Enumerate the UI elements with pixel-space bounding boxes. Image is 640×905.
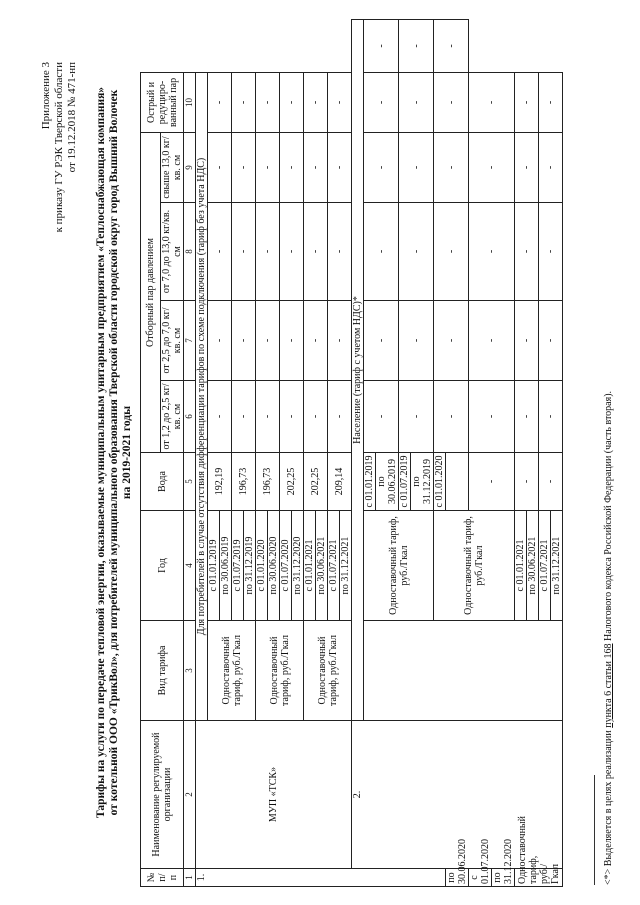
sharp-steam-value: - bbox=[469, 72, 515, 132]
tariff-type: Одноставочный тариф, руб./Гкал bbox=[256, 621, 304, 721]
steam-value: - bbox=[399, 203, 434, 301]
steam-value: - bbox=[304, 301, 328, 381]
column-number: 4 bbox=[184, 511, 196, 621]
steam-value: - bbox=[539, 132, 563, 202]
period-start: с 01.01.2019 bbox=[364, 453, 376, 511]
period-end: по 30.06.2019 bbox=[220, 511, 232, 621]
sharp-steam-value: - bbox=[280, 72, 304, 132]
column-number: 10 bbox=[184, 72, 196, 132]
steam-value: - bbox=[256, 132, 280, 202]
section-2-caption-row bbox=[352, 20, 364, 887]
steam-value: - bbox=[469, 381, 515, 453]
column-number: 2 bbox=[184, 721, 196, 869]
period-end: по 31.12.2020 bbox=[492, 869, 515, 887]
section-2-org-empty bbox=[364, 621, 563, 721]
appendix-line: от 19.12.2018 № 471-нп bbox=[66, 62, 78, 173]
steam-value: - bbox=[328, 381, 352, 453]
steam-value: - bbox=[304, 381, 328, 453]
column-number: 6 bbox=[184, 381, 196, 453]
column-number: 1 bbox=[184, 869, 196, 887]
organization-name: МУП «ТСК» bbox=[196, 721, 352, 869]
steam-value: - bbox=[434, 301, 469, 381]
header-sharp-steam: Острый и редуциро-ванный пар bbox=[141, 72, 184, 132]
steam-value: - bbox=[434, 203, 469, 301]
steam-value: - bbox=[328, 203, 352, 301]
steam-value: - bbox=[328, 132, 352, 202]
period-end: по 31.12.2021 bbox=[551, 511, 563, 621]
period-start: с 01.01.2021 bbox=[304, 511, 316, 621]
header-water: Вода bbox=[141, 453, 184, 511]
footnote-suffix: Налогового кодекса Российской Федерации (часть вторая). bbox=[603, 390, 614, 644]
document-title bbox=[95, 60, 134, 845]
water-value: - bbox=[539, 453, 563, 511]
sharp-steam-value: - bbox=[256, 72, 280, 132]
steam-value: - bbox=[515, 301, 539, 381]
water-value: 202,25 bbox=[280, 453, 304, 511]
tariff-type: Одноставочный тариф, руб./Гкал bbox=[434, 511, 515, 621]
steam-value: - bbox=[364, 301, 399, 381]
water-value: 196,73 bbox=[256, 453, 280, 511]
steam-value: - bbox=[208, 132, 232, 202]
section-2-number: 2. bbox=[352, 721, 563, 869]
steam-value: - bbox=[304, 132, 328, 202]
water-value: 202,25 bbox=[304, 453, 328, 511]
footnote-prefix: <*> Выделяется в целях реализации bbox=[603, 727, 614, 885]
steam-value: - bbox=[469, 132, 515, 202]
period-start: с 01.01.2020 bbox=[256, 511, 268, 621]
water-value: - bbox=[515, 453, 539, 511]
column-number: 7 bbox=[184, 301, 196, 381]
period-start: с 01.07.2021 bbox=[328, 511, 340, 621]
tariff-type: Одноставочный тариф, руб./Гкал bbox=[304, 621, 352, 721]
period-end: по 31.12.2019 bbox=[244, 511, 256, 621]
steam-value: - bbox=[399, 132, 434, 202]
period-end: по 30.06.2020 bbox=[268, 511, 280, 621]
header-year: Год bbox=[141, 511, 184, 621]
period-start: с 01.07.2021 bbox=[539, 511, 551, 621]
header-type: Вид тарифа bbox=[141, 621, 184, 721]
steam-value: - bbox=[280, 132, 304, 202]
water-value: 192,19 bbox=[208, 453, 232, 511]
tariff-table bbox=[140, 19, 563, 887]
header-pressure-1: от 1,2 до 2,5 кг/кв. см bbox=[161, 381, 184, 453]
steam-value: - bbox=[328, 301, 352, 381]
steam-value: - bbox=[256, 203, 280, 301]
header-org: Наименование регулируемой организации bbox=[141, 721, 184, 869]
title-line: от котельной ООО «ТрикВол», для потребителей муниципального образования Тверской области городской округ город Вышний Волочек bbox=[108, 89, 120, 816]
period-end: по 30.06.2019 bbox=[376, 453, 399, 511]
water-value: 196,73 bbox=[232, 453, 256, 511]
steam-value: - bbox=[364, 132, 399, 202]
period-start: с 01.01.2020 bbox=[434, 453, 446, 511]
tariff-type: Одноставочный тариф, руб./Гкал bbox=[364, 511, 434, 621]
steam-value: - bbox=[208, 203, 232, 301]
header-pressure-2: от 2,5 до 7,0 кг/кв. см bbox=[161, 301, 184, 381]
column-number: 3 bbox=[184, 621, 196, 721]
steam-value: - bbox=[515, 203, 539, 301]
column-number: 5 bbox=[184, 453, 196, 511]
footnote-separator bbox=[594, 775, 595, 885]
header-steam: Отборный пар давлением bbox=[141, 132, 161, 452]
header-pressure-3: от 7,0 до 13,0 кг/кв. см bbox=[161, 203, 184, 301]
tariff-type: Одноставочный тариф, руб./Гкал bbox=[208, 621, 256, 721]
steam-value: - bbox=[539, 301, 563, 381]
steam-value: - bbox=[232, 203, 256, 301]
period-end: по 30.06.2021 bbox=[316, 511, 328, 621]
section-2-caption: Население (тариф с учетом НДС)* bbox=[352, 20, 364, 721]
steam-value: - bbox=[304, 203, 328, 301]
period-start: с 01.01.2021 bbox=[515, 511, 527, 621]
column-number-row bbox=[184, 20, 196, 887]
period-start: с 01.07.2019 bbox=[232, 511, 244, 621]
steam-value: - bbox=[399, 72, 434, 132]
section-1-caption-row bbox=[196, 20, 208, 887]
header-pressure-4: свыше 13,0 кг/кв. см bbox=[161, 132, 184, 202]
water-value: - bbox=[434, 381, 469, 453]
period-start: с 01.07.2020 bbox=[280, 511, 292, 621]
steam-value: - bbox=[232, 381, 256, 453]
period-end: по 30.06.2020 bbox=[446, 869, 469, 887]
column-number: 8 bbox=[184, 203, 196, 301]
sharp-steam-value: - bbox=[399, 20, 434, 73]
steam-value: - bbox=[208, 301, 232, 381]
steam-value: - bbox=[539, 381, 563, 453]
appendix-line: к приказу ГУ РЭК Тверской области bbox=[53, 62, 65, 233]
steam-value: - bbox=[280, 203, 304, 301]
steam-value: - bbox=[232, 301, 256, 381]
period-end: по 31.12.2020 bbox=[292, 511, 304, 621]
steam-value: - bbox=[256, 301, 280, 381]
section-1-caption: Для потребителей в случае отсутствия дифференциации тарифов по схеме подключения (тариф без учета НДС) bbox=[196, 72, 208, 720]
steam-value: - bbox=[280, 381, 304, 453]
sharp-steam-value: - bbox=[208, 72, 232, 132]
steam-value: - bbox=[399, 301, 434, 381]
period-start: с 01.07.2019 bbox=[399, 453, 411, 511]
water-value: 209,14 bbox=[328, 453, 352, 511]
water-value: - bbox=[399, 381, 434, 453]
period-end: по 31.12.2019 bbox=[411, 453, 434, 511]
sharp-steam-value: - bbox=[515, 72, 539, 132]
period-start: с 01.01.2019 bbox=[208, 511, 220, 621]
period-end: по 31.12.2021 bbox=[340, 511, 352, 621]
appendix-header bbox=[40, 62, 79, 232]
steam-value: - bbox=[434, 72, 469, 132]
footnote-law-link[interactable]: пункта 6 статьи 168 bbox=[603, 643, 614, 728]
steam-value: - bbox=[364, 72, 399, 132]
period-start: с 01.07.2020 bbox=[469, 869, 492, 887]
sharp-steam-value: - bbox=[539, 72, 563, 132]
steam-value: - bbox=[434, 132, 469, 202]
section-1-number: 1. bbox=[196, 869, 446, 887]
tariff-type: Одноставочный тариф, руб./Гкал bbox=[515, 869, 563, 887]
sharp-steam-value: - bbox=[232, 72, 256, 132]
header-row bbox=[141, 20, 161, 887]
header-num: № п/ п bbox=[141, 869, 184, 887]
column-number: 9 bbox=[184, 132, 196, 202]
footnote bbox=[603, 391, 614, 885]
steam-value: - bbox=[256, 381, 280, 453]
steam-value: - bbox=[364, 203, 399, 301]
sharp-steam-value: - bbox=[364, 20, 399, 73]
steam-value: - bbox=[469, 301, 515, 381]
water-value: - bbox=[364, 381, 399, 453]
title-line: на 2019-2021 годы bbox=[121, 405, 133, 500]
sharp-steam-value: - bbox=[304, 72, 328, 132]
steam-value: - bbox=[539, 203, 563, 301]
steam-value: - bbox=[515, 132, 539, 202]
title-line: Тарифы на услуги по передаче тепловой энергии, оказываемые муниципальным унитарным предприятием «Теплоснабжающая компания» bbox=[95, 86, 107, 819]
steam-value: - bbox=[280, 301, 304, 381]
sharp-steam-value: - bbox=[434, 20, 469, 73]
period-end: по 30.06.2021 bbox=[527, 511, 539, 621]
appendix-line: Приложение 3 bbox=[40, 62, 52, 130]
steam-value: - bbox=[208, 381, 232, 453]
steam-value: - bbox=[469, 203, 515, 301]
sharp-steam-value: - bbox=[328, 72, 352, 132]
water-value: - bbox=[469, 453, 515, 511]
steam-value: - bbox=[515, 381, 539, 453]
steam-value: - bbox=[232, 132, 256, 202]
